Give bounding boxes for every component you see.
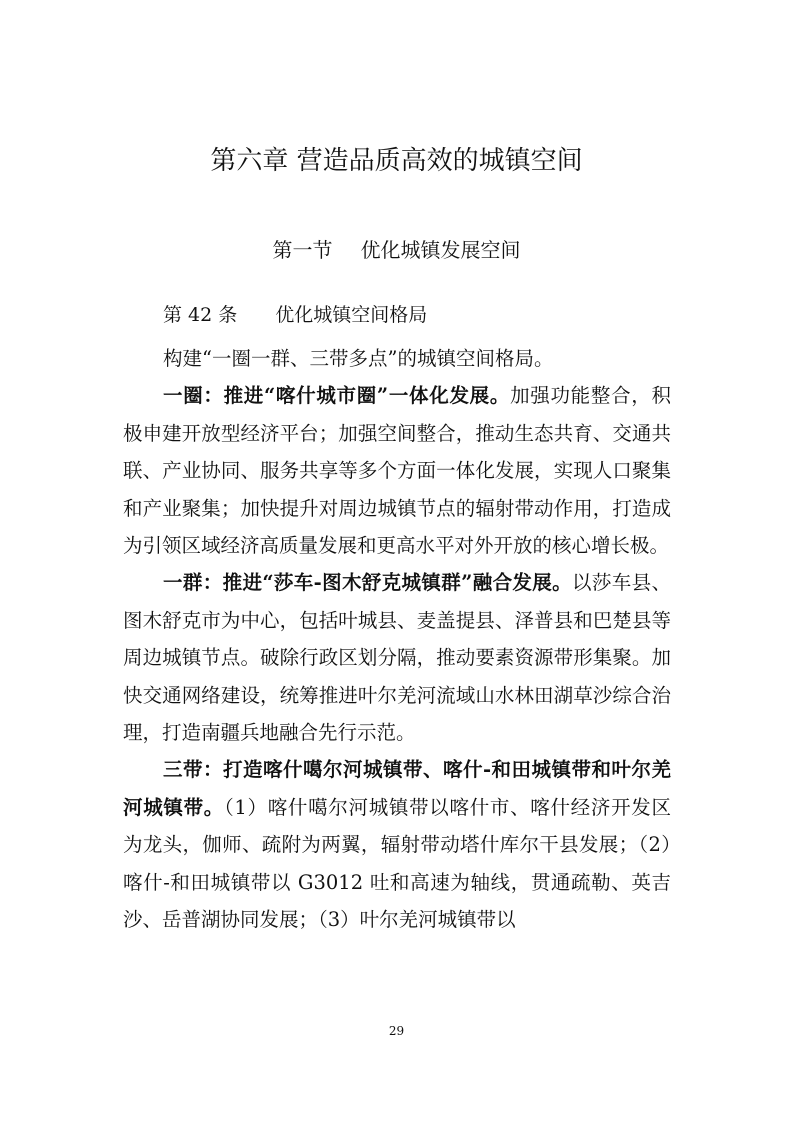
paragraph-text: （1）喀什噶尔河城镇带以喀什市、喀什经济开发区为龙头，伽师、疏附为两翼，辐射带动塔什库尔干县发展；（2）喀什-和田城镇带以 G3012 吐和高速为轴线，贯通疏勒、英吉沙、岳普湖协同发展；（3）叶尔羌河城镇带以 [123, 795, 671, 932]
article-title: 优化城镇空间格局 [275, 304, 428, 326]
paragraph [123, 377, 671, 564]
article-heading [163, 300, 427, 327]
section-heading: 优化城镇发展空间 [360, 238, 521, 262]
paragraph-text: 加强功能整合，积极申建开放型经济平台；加强空间整合，推动生态共育、交通共联、产业协同、服务共享等多个方面一体化发展，实现人口聚集和产业聚集；加快提升对周边城镇节点的辐射带动作用，打造成为引领区域经济高质量发展和更高水平对外开放的核心增长极。 [123, 384, 671, 558]
paragraph [123, 751, 671, 938]
chapter-title: 第六章 营造品质高效的城镇空间 [210, 146, 583, 176]
page-number: 29 [388, 1024, 405, 1038]
paragraph [123, 340, 671, 377]
article-number: 第 42 条 [163, 304, 238, 326]
paragraph-lead: 三带：打造喀什噶尔河城镇带、喀什-和田城镇带和叶尔羌河城镇带。 [123, 758, 671, 819]
paragraph-text: 构建“一圈一群、三带多点”的城镇空间格局。 [163, 347, 554, 370]
paragraph-text: 以莎车县、图木舒克市为中心，包括叶城县、麦盖提县、泽普县和巴楚县等周边城镇节点。破除行政区划分隔，推动要素资源带形集聚。加快交通网络建设，统筹推进叶尔羌河流域山水林田湖草沙综合治理，打造南疆兵地融合先行示范。 [123, 571, 671, 745]
section-number: 第一节 [272, 238, 333, 262]
body-text [123, 340, 671, 939]
section-title [0, 234, 793, 263]
paragraph-lead: 一圈：推进“喀什城市圈”一体化发展。 [163, 384, 511, 408]
paragraph [123, 564, 671, 751]
paragraph-lead: 一群：推进“莎车-图木舒克城镇群”融合发展。 [163, 571, 573, 595]
